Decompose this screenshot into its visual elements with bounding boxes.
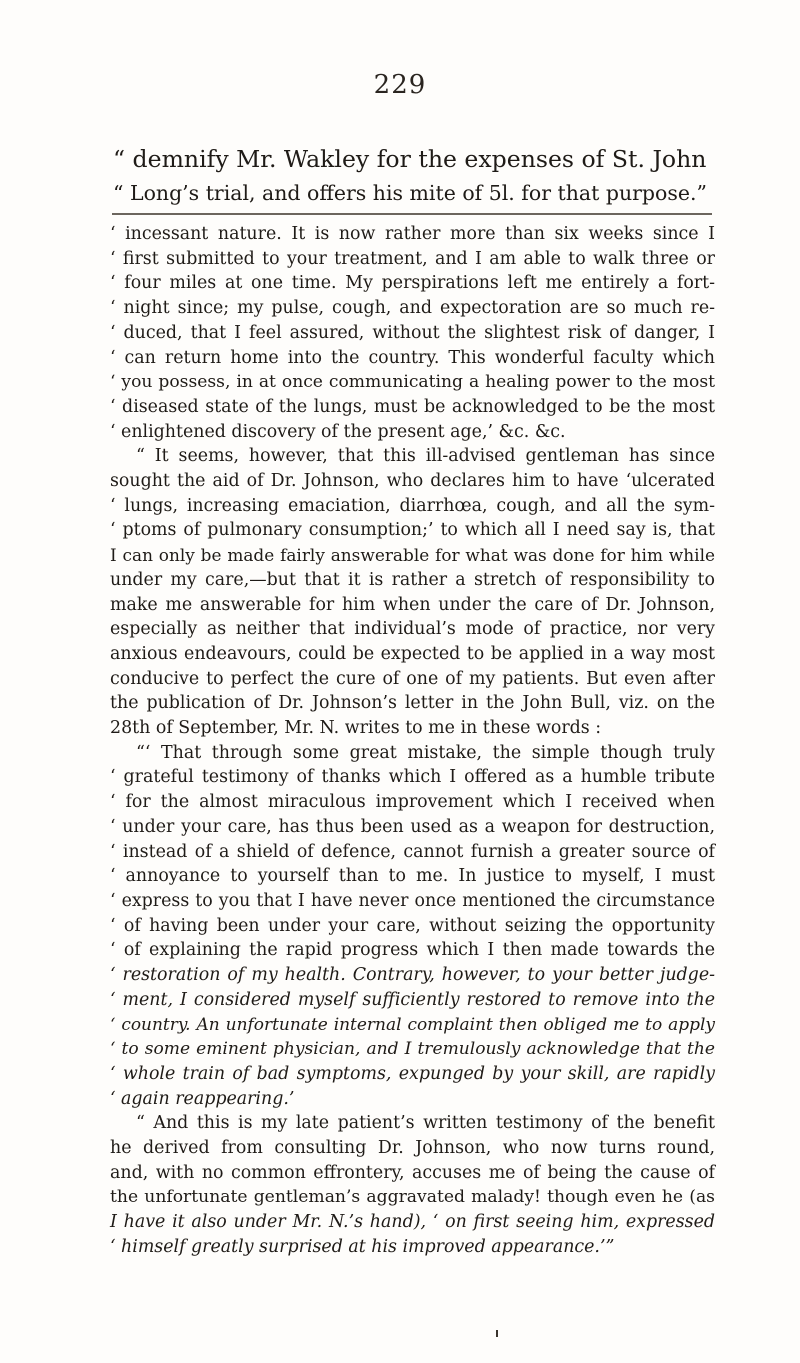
- text-line: ‘ restoration of my health. Contrary, however, to your better judge-: [110, 965, 715, 986]
- header-quote-line: “ demnify Mr. Wakley for the expenses of St. John: [113, 145, 707, 173]
- text-line: ‘ duced, that I feel assured, without the slightest risk of danger, I: [110, 322, 715, 343]
- text-line: ‘ you possess, in at once communicating a healing power to the most: [110, 372, 715, 393]
- text-line: I can only be made fairly answerable for what was done for him while: [110, 545, 715, 566]
- text-line: anxious endeavours, could be expected to be applied in a way most: [110, 643, 715, 664]
- text-line: ‘ to some eminent physician, and I tremulously acknowledge that the: [110, 1039, 715, 1060]
- text-line: 28th of September, Mr. N. writes to me in these words :: [110, 718, 602, 739]
- text-line: ‘ of explaining the rapid progress which I then made towards the: [110, 940, 715, 961]
- text-line: ‘ enlightened discovery of the present age,’ &c. &c.: [110, 421, 566, 442]
- text-line: ‘ express to you that I have never once mentioned the circumstance: [110, 890, 715, 911]
- text-line: especially as neither that individual’s mode of practice, nor very: [110, 619, 715, 640]
- text-line: ‘ can return home into the country. This wonderful faculty which: [110, 347, 715, 368]
- text-line: ‘ annoyance to yourself than to me. In justice to myself, I must: [110, 866, 715, 887]
- text-line: ‘ night since; my pulse, cough, and expectoration are so much re-: [110, 298, 715, 319]
- text-line: ‘ himself greatly surprised at his improved appearance.’”: [110, 1236, 615, 1257]
- text-line: ‘ first submitted to your treatment, and I am able to walk three or: [110, 248, 715, 269]
- text-line: ‘ four miles at one time. My perspirations left me entirely a fort-: [110, 273, 715, 294]
- text-line: he derived from consulting Dr. Johnson, who now turns round,: [110, 1138, 715, 1159]
- text-line: ‘ under your care, has thus been used as a weapon for destruction,: [110, 816, 715, 837]
- body-text: [110, 222, 715, 1260]
- text-line: ‘ for the almost miraculous improvement which I received when: [110, 792, 715, 813]
- page-number: 229: [373, 70, 427, 100]
- text-line: ‘ diseased state of the lungs, must be acknowledged to be the most: [110, 396, 715, 417]
- text-line: conducive to perfect the cure of one of my patients. But even after: [110, 668, 715, 689]
- header-quote-line: “ Long’s trial, and offers his mite of 5l. for that purpose.”: [113, 181, 707, 205]
- header-quote: [113, 142, 713, 210]
- text-line: make me answerable for him when under the care of Dr. Johnson,: [110, 594, 715, 615]
- text-line: ‘ instead of a shield of defence, cannot furnish a greater source of: [110, 841, 715, 862]
- text-line: “ It seems, however, that this ill-advised gentleman has since: [136, 446, 715, 467]
- text-line: ‘ grateful testimony of thanks which I offered as a humble tribute: [110, 767, 715, 788]
- text-line: and, with no common effrontery, accuses me of being the cause of: [110, 1162, 715, 1183]
- text-line: “ And this is my late patient’s written testimony of the benefit: [136, 1113, 715, 1134]
- text-line: ‘ ment, I considered myself sufficiently restored to remove into the: [110, 989, 715, 1010]
- ink-speck: [495, 1325, 499, 1335]
- text-line: the publication of Dr. Johnson’s letter in the John Bull, viz. on the: [110, 693, 715, 714]
- text-line: ‘ again reappearing.’: [110, 1088, 295, 1109]
- text-line: ‘ of having been under your care, without seizing the opportunity: [110, 915, 715, 936]
- header-divider: [112, 213, 712, 215]
- text-line: the unfortunate gentleman’s aggravated malady! though even he (as: [110, 1187, 715, 1208]
- text-line: sought the aid of Dr. Johnson, who declares him to have ‘ulcerated: [110, 471, 715, 492]
- text-line: “‘ That through some great mistake, the simple though truly: [136, 742, 715, 763]
- text-line: I have it also under Mr. N.’s hand), ‘ on first seeing him, expressed: [110, 1212, 715, 1233]
- text-line: ‘ lungs, increasing emaciation, diarrhœa, cough, and all the sym-: [110, 495, 715, 516]
- text-line: ‘ incessant nature. It is now rather more than six weeks since I: [110, 224, 715, 244]
- text-line: ‘ ptoms of pulmonary consumption;’ to which all I need say is, that: [110, 520, 715, 541]
- text-line: ‘ country. An unfortunate internal complaint then obliged me to apply: [110, 1014, 715, 1035]
- text-line: ‘ whole train of bad symptoms, expunged by your skill, are rapidly: [110, 1063, 715, 1084]
- text-line: under my care,—but that it is rather a stretch of responsibility to: [110, 569, 715, 590]
